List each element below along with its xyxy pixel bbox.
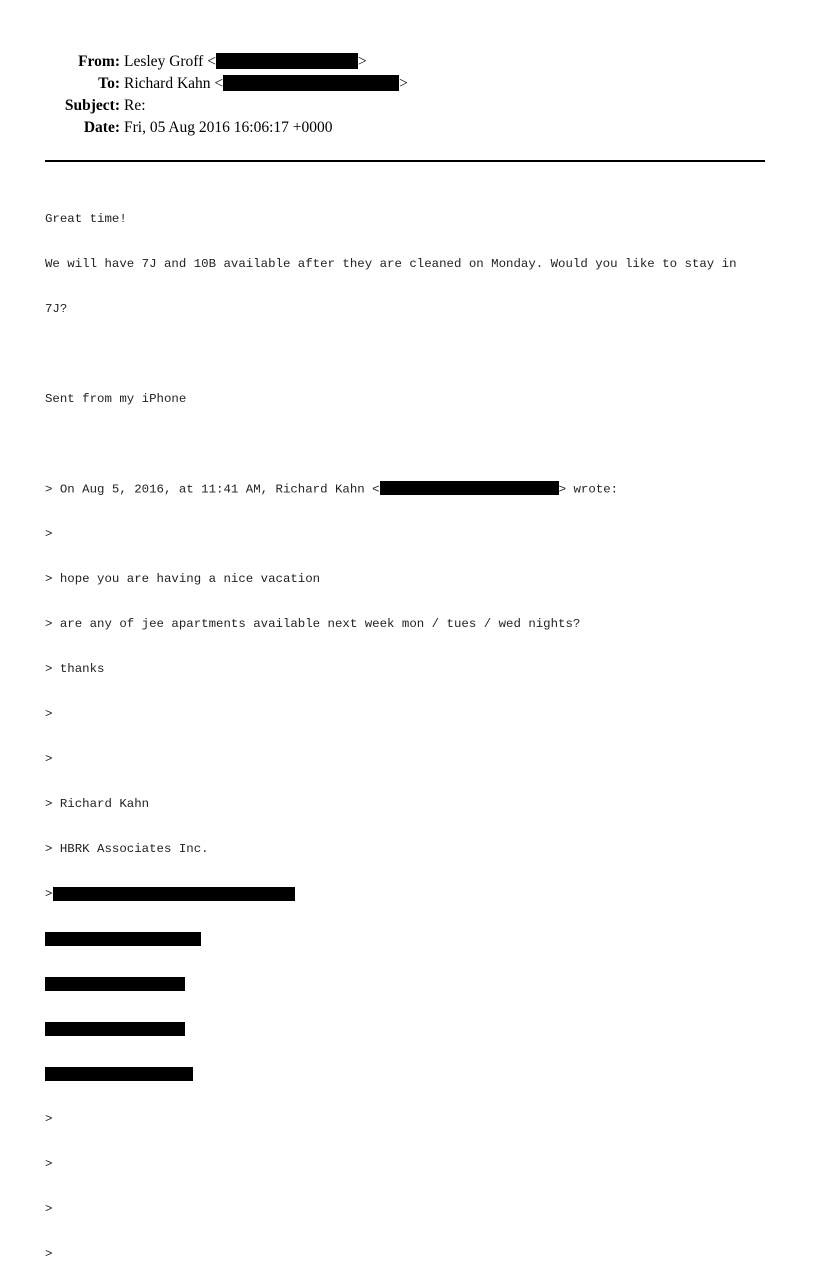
date-value: Fri, 05 Aug 2016 16:06:17 +0000 <box>124 119 333 136</box>
quoted-line: > <box>45 1157 53 1171</box>
quoted-line: > hope you are having a nice vacation <box>45 572 321 586</box>
quoted-line: > <box>45 707 53 721</box>
quoted-line: > <box>45 527 53 541</box>
quote-marker: > <box>45 887 53 901</box>
redaction-block <box>223 75 399 91</box>
signature-line: Sent from my iPhone <box>45 392 187 406</box>
quoted-line: > Richard Kahn <box>45 797 150 811</box>
blank-line <box>45 347 737 362</box>
redaction-block <box>380 481 559 495</box>
redacted-line <box>45 887 737 902</box>
subject-label: Subject: <box>64 97 120 114</box>
quoted-line: > thanks <box>45 662 105 676</box>
quote-attribution-end: > wrote: <box>558 482 619 497</box>
redaction-block <box>45 932 201 946</box>
quoted-line: > <box>45 1202 53 1216</box>
redaction-block <box>45 1067 193 1081</box>
to-label: To: <box>98 75 120 92</box>
redaction-block <box>53 887 295 901</box>
redacted-line <box>45 1022 737 1037</box>
quote-attribution: > On Aug 5, 2016, at 11:41 AM, Richard Kahn < <box>45 482 380 497</box>
redaction-block <box>45 977 185 991</box>
to-close: > <box>399 75 408 92</box>
quoted-line: > <box>45 1247 53 1261</box>
header-divider <box>45 160 765 162</box>
body-line: 7J? <box>45 302 68 316</box>
from-value <box>124 52 367 72</box>
date-label: Date: <box>83 119 120 136</box>
to-value <box>124 74 408 94</box>
email-body <box>45 182 737 1277</box>
redacted-line <box>45 977 737 992</box>
redacted-line <box>45 932 737 947</box>
from-label: From: <box>78 53 120 70</box>
quoted-line: > HBRK Associates Inc. <box>45 842 209 856</box>
subject-value: Re: <box>124 97 146 114</box>
redaction-block <box>216 53 358 69</box>
body-line: Great time! <box>45 212 127 226</box>
from-name: Lesley Groff < <box>124 53 216 70</box>
from-close: > <box>357 53 367 70</box>
body-line: We will have 7J and 10B available after they are cleaned on Monday. Would you like to stay in <box>45 257 737 271</box>
to-name: Richard Kahn < <box>124 75 224 92</box>
quoted-line: > are any of jee apartments available next week mon / tues / wed nights? <box>45 617 581 631</box>
quoted-line <box>45 482 737 497</box>
blank-line <box>45 437 737 452</box>
redacted-line <box>45 1067 737 1082</box>
redaction-block <box>45 1022 185 1036</box>
quoted-line: > <box>45 752 53 766</box>
quoted-line: > <box>45 1112 53 1126</box>
